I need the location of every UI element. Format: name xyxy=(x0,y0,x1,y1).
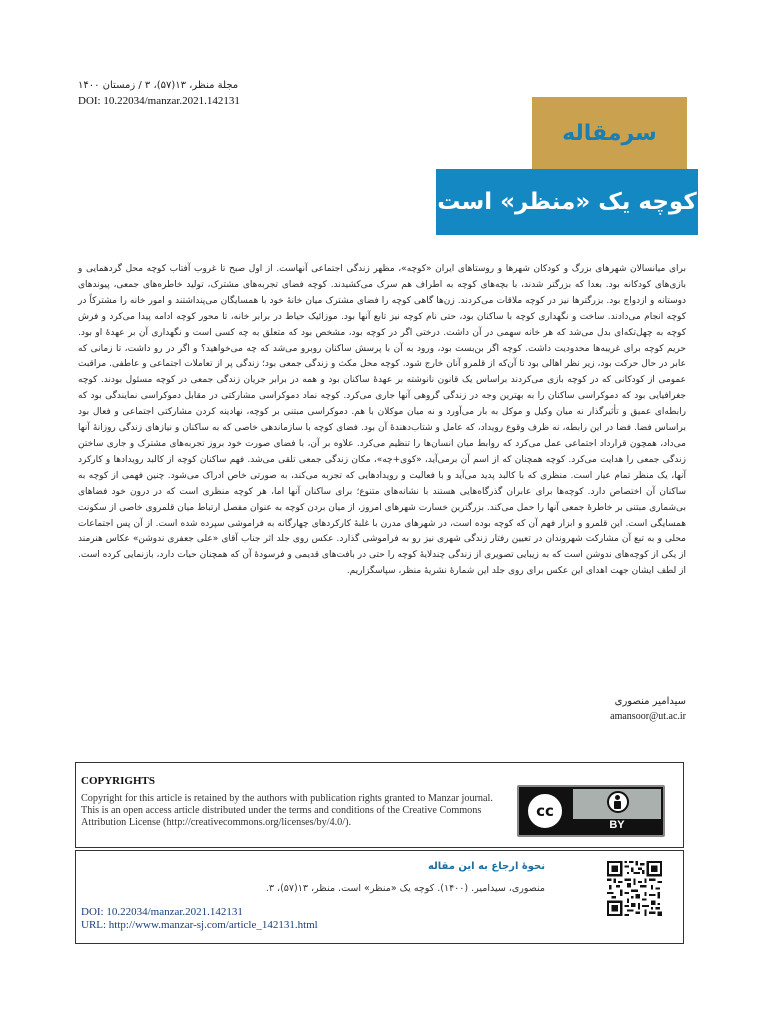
citation-box xyxy=(75,850,684,944)
author-email[interactable]: amansoor@ut.ac.ir xyxy=(610,711,686,722)
cc-by-license-badge[interactable] xyxy=(517,785,665,837)
section-label: سرمقاله xyxy=(532,97,687,169)
qr-code[interactable] xyxy=(607,861,662,916)
by-label: BY xyxy=(609,819,625,831)
copyright-title: COPYRIGHTS xyxy=(81,775,155,787)
by-person-icon xyxy=(607,791,629,813)
copyright-box xyxy=(75,762,684,848)
body-paragraph: برای میانسالان شهرهای بزرگ و کودکان شهرها و روستاهای ایران «کوچه»، مظهر زندگی اجتماعی آنهاست. از اول صبح تا غروب آفتاب کوچه محل گردهمایی و بازی‌های کودکانه بود. بعدا که بزرگتر شدند، با بچه‌های کوچه به اطراف هم سرک می‌کشیدند. کوچه فضای تجربه‌های مشترک، تولید خاطره‌های جمعی، پیوندهای دوستانه و ازدواج بود. بزرگترها نیز در کوچه ملاقات می‌کردند. زن‌ها گاهی کوچه را فضای مشترک میان خانهٔ خود با همسایگان می‌پنداشتند و امور خانه را مشترکاً در کوچه انجام می‌دادند. ساخت و نگهداری کوچه با ساکنان بود، حتی نام کوچه نیز تابع آنها بود. موزائیک حیاط در برابر خانه، تا محور کوچه ادامه پیدا می‌کرد و فرش کوچه به چهل‌تکه‌ای بدل می‌شد که هر خانه سهمی در آن داشت. درختی اگر در کوچه بود، مشخص بود که متعلق به چه کسی است و نگهداری آن بر عهدهٔ او بود. حریم کوچه برای غریبه‌ها محدودیت داشت. کوچه اگر بن‌بست بود، ورود به آن با پرسش ساکنان روبرو می‌شد که چه می‌خواهید؟ و اگر در رو داشت، تا زمانی که عابر در حال حرکت بود، زیر نظر اهالی بود تا آن‌که از قلمرو آنان خارج شود. کوچه محل مکث و زندگی جمعی بود؛ زندگی پر از تعاملات اجتماعی و عاطفی. مراقبت عمومی از کودکانی که در کوچه بازی می‌کردند براساس یک قانون نانوشته بر عهدهٔ ساکنان بود و همه در برابر جریان زندگی جمعی در کوچه مسئول بودند. کوچه جغرافیایی بود که دموکراسی ساکنان را به بهترین وجه در زندگی گروهی آنها جاری می‌کرد. کوچه نماد دموکراسی مشارکتی در مقابل دموکراسی نمایندگی بود که رابطه‌ای عمیق و تأثیرگذار نه میان وکیل و موکل به بار می‌آورد و نه میان موکلان با هم. دموکراسی مبتنی بر کوچه، نهادینه کردن مشارکتی اجتماعی و فعال بود براساس فضا. فضا در این رابطه، نه ظرف وقوع رویداد، که عامل و شتاب‌دهندهٔ آن بود. فضای کوچه با سازماندهی خاصی که به ساکنان و نیازهای زندگی روزانهٔ آنها می‌داد، همچون قرارداد اجتماعی عمل می‌کرد که روابط میان انسان‌ها را تنظیم می‌کرد. علاوه بر آن، با فضای صورت خود بروز تجربه‌های مشترک و جاری ساختن زندگی جمعی را هدایت می‌کرد. کوچه همچنان که از اسم آن برمی‌آید، «کوی+چه»، مکان زندگی جمعی تلقی می‌شد. فهم ساکنان کوچه از کالبد رویدادها و کارکرد آنها، یک منظر تمام عیار است. منظری که با کالبد پدید می‌آید و با فعالیت و رویدادهایی که تجربه می‌کند، به صورتی خاص ادراک می‌شود. چنین فهمی از کوچه به ساکنان آن اختصاص دارد. کوچه‌ها برای عابران گذرگاه‌هایی هستند با نشانه‌های متنوع؛ برای ساکنان آنها اما، هر کوچه منظری است که در درون خود فضاهای بی‌شماری مبتنی بر خاطرهٔ جمعی آنها را حمل می‌کند. بزرگترین خسارت شهرهای امروز، از میان بردن کوچه به عنوان مفصل ارتباط میان قلمروی خاصی از سکونت همسایگی است. این قلمرو و ابزار فهم آن که کوچه بوده است، در شهرهای مدرن با غلبهٔ کارکردهای چهارگانه به فراموشی سپرده شده است. از آن پس اجتماعات محلی و به تبع آن مشارکت شهروندان در تعیین رفتار زندگی شهری نیز رو به فراموشی گذارد. عکس روی جلد اثر جناب آقای «علی جعفری ندوشن» عکاس هنرمند از یکی از کوچه‌های ندوشن است که به زیبایی تصویری از زندگی چندلایهٔ کوچه را حتی در بافت‌های قدیمی و فرسودهٔ آن که همچنان حیات دارد، بازنمایی کرده است. از لطف ایشان جهت اهدای این عکس برای روی جلد این شمارهٔ نشریهٔ منظر، سپاسگزاریم. xyxy=(78,264,686,577)
cc-icon: cc xyxy=(525,791,565,831)
author-name: سیدامیر منصوری xyxy=(614,696,686,707)
citation-heading: نحوهٔ ارجاع به این مقاله xyxy=(427,861,545,872)
article-title: کوچه یک «منظر» است xyxy=(436,169,698,235)
doi-line: DOI: 10.22034/manzar.2021.142131 xyxy=(78,95,240,107)
copyright-text: Copyright for this article is retained by the authors with publication rights granted to Manzar journal. This is an open access article distributed under the terms and conditions of the Creative Commons Attribution License (http://creativecommons.org/licenses/by/4.0/). xyxy=(81,793,493,828)
journal-issue-line: مجلة منظر، ۱۳(۵۷)، ۳ / زمستان ۱۴۰۰ xyxy=(78,80,239,91)
citation-text: منصوری، سیدامیر. (۱۴۰۰). کوچه یک «منظر» است. منظر، ۱۳(۵۷)، ۳. xyxy=(265,883,545,894)
citation-url[interactable]: URL: http://www.manzar-sj.com/article_142131.html xyxy=(81,919,318,931)
article-body xyxy=(78,262,686,580)
citation-doi[interactable]: DOI: 10.22034/manzar.2021.142131 xyxy=(81,906,243,918)
